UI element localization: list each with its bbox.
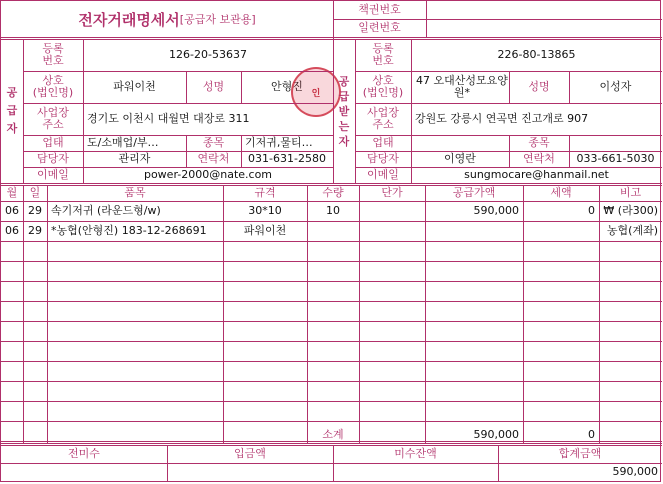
divider [355, 71, 662, 72]
items-cell: 0 [588, 204, 595, 217]
items-cell: 속기저귀 (라운드형/w) [51, 204, 161, 217]
divider [1, 361, 662, 362]
divider [1, 421, 662, 422]
items-cell: 590,000 [473, 204, 519, 217]
book-no-value [426, 1, 662, 19]
buyer-reg-no: 226-80-13865 [497, 48, 576, 61]
supplier-biz-item-label: 종목 [202, 136, 225, 149]
divider [333, 39, 334, 183]
divider [83, 39, 84, 183]
buyer-side-char: 자 [338, 134, 350, 148]
buyer-biz-item [569, 135, 662, 151]
supplier-email-label: 이메일 [37, 168, 69, 181]
supplier-side-char: 공 [6, 86, 18, 99]
divider [1, 241, 662, 242]
divider [355, 151, 662, 152]
divider [333, 1, 334, 39]
divider [1, 201, 662, 202]
divider [1, 301, 662, 302]
footer-prev-unpaid [1, 463, 167, 481]
subtotal-label: 소계 [322, 428, 344, 441]
buyer-side-char: 급 [338, 89, 350, 103]
supplier-name-label: 성명 [202, 80, 225, 93]
buyer-name: 이성자 [599, 80, 632, 93]
items-header-cell: 품목 [124, 186, 146, 199]
supplier-side-char: 급 [6, 104, 18, 117]
supplier-addr-label: 사업장 주소 [37, 106, 69, 131]
book-no-label: 책권번호 [358, 3, 401, 16]
items-header-cell: 일 [29, 186, 41, 199]
supplier-manager-label: 담당자 [37, 152, 69, 165]
buyer-company: 47 오대산성모요양원* [416, 74, 508, 99]
items-header-cell: 세액 [550, 186, 572, 199]
title-text: 전자거래명세서 [78, 10, 180, 29]
items-cell: 29 [28, 224, 42, 237]
divider [1, 183, 662, 184]
items-cell: 농협(계좌) [606, 224, 658, 237]
divider [23, 151, 333, 152]
supplier-side-label [1, 39, 23, 183]
divider [1, 463, 662, 464]
buyer-name-label: 성명 [528, 80, 550, 93]
divider [1, 381, 662, 382]
buyer-biz-type-label: 업태 [372, 136, 394, 149]
divider [23, 185, 24, 443]
items-header-cell: 규격 [254, 186, 276, 199]
buyer-side-char: 받 [338, 104, 350, 118]
divider [426, 1, 427, 37]
divider [355, 167, 662, 168]
divider [355, 103, 662, 104]
divider [23, 71, 333, 72]
serial-no-label: 일련번호 [358, 21, 401, 34]
buyer-contact: 033-661-5030 [576, 152, 655, 165]
divider [569, 71, 570, 103]
items-cell: 파워이천 [243, 224, 287, 237]
divider [498, 445, 499, 481]
buyer-contact-label: 연락처 [523, 152, 555, 165]
divider [411, 39, 412, 183]
supplier-biz-item: 기저귀,물티… [245, 136, 313, 149]
supplier-name: 안형진 [271, 80, 303, 93]
divider [333, 19, 662, 20]
buyer-address: 강원도 강릉시 연곡면 진고개로 907 [415, 112, 589, 125]
divider [1, 443, 662, 444]
items-cell: 30*10 [248, 204, 282, 217]
divider [1, 401, 662, 402]
items-header-cell: 공급가액 [452, 186, 496, 199]
subtotal-supply: 590,000 [473, 428, 519, 441]
supplier-side-char: 자 [6, 122, 18, 135]
buyer-reg-label: 등록 번호 [372, 42, 394, 67]
footer-total: 590,000 [612, 465, 658, 478]
buyer-side-label [333, 39, 355, 183]
buyer-biz-item-label: 종목 [528, 136, 550, 149]
buyer-company-label: 상호 (법인명) [362, 74, 404, 99]
divider [307, 185, 308, 443]
divider [1, 221, 662, 222]
supplier-biz-type: 도/소매업/부… [87, 136, 159, 149]
supplier-contact-label: 연락처 [197, 152, 230, 165]
divider [241, 71, 242, 103]
divider [1, 37, 662, 38]
divider [359, 185, 360, 443]
footer-deposit [167, 463, 333, 481]
divider [1, 321, 662, 322]
supplier-manager: 관리자 [118, 152, 151, 165]
divider [1, 441, 662, 442]
divider [47, 185, 48, 443]
divider [23, 135, 333, 136]
items-cell [307, 221, 359, 241]
supplier-company: 파워이천 [113, 80, 156, 93]
supplier-biz-type-label: 업태 [42, 136, 64, 149]
buyer-side-char: 는 [338, 119, 350, 133]
divider [523, 185, 524, 443]
divider [23, 103, 333, 104]
buyer-email-label: 이메일 [367, 168, 399, 181]
footer-balance [333, 463, 498, 481]
supplier-company-label: 상호 (법인명) [32, 74, 74, 99]
supplier-reg-label: 등록 번호 [42, 42, 64, 67]
items-header-cell: 단가 [381, 186, 403, 199]
items-cell: *농협(안형진) 183-12-268691 [51, 224, 207, 237]
divider [186, 71, 187, 103]
items-header-cell: 월 [6, 186, 18, 199]
items-cell: 29 [28, 204, 42, 217]
divider [599, 185, 600, 443]
divider [333, 445, 334, 481]
page-title [1, 1, 333, 37]
divider [355, 135, 662, 136]
serial-no-value [426, 19, 662, 37]
items-header-cell: 수량 [322, 186, 344, 199]
buyer-email: sungmocare@hanmail.net [464, 168, 609, 181]
title-subtitle: [공급자 보관용] [179, 13, 256, 26]
items-cell: 10 [326, 204, 340, 217]
divider [509, 71, 510, 103]
buyer-biz-type [411, 135, 509, 151]
divider [23, 39, 24, 183]
items-header-cell: 비고 [619, 186, 642, 199]
divider [1, 341, 662, 342]
supplier-email: power-2000@nate.com [143, 168, 273, 181]
buyer-manager: 이영란 [444, 152, 476, 165]
supplier-reg-no: 126-20-53637 [169, 48, 247, 61]
divider [1, 261, 662, 262]
seal-text: 인 [311, 88, 321, 99]
items-cell: 06 [5, 204, 19, 217]
footer-deposit-label: 입금액 [234, 447, 266, 460]
footer-prev-unpaid-label: 전미수 [68, 447, 100, 460]
supplier-address: 경기도 이천시 대월면 대장로 311 [87, 112, 250, 125]
buyer-manager-label: 담당자 [367, 152, 399, 165]
divider [1, 281, 662, 282]
items-cell [523, 221, 599, 241]
subtotal-tax: 0 [588, 428, 595, 441]
divider [425, 185, 426, 443]
divider [1, 39, 662, 40]
items-cell [359, 221, 425, 241]
divider [355, 39, 356, 183]
divider [1, 445, 662, 446]
items-cell: ₩ (라300) [603, 204, 658, 217]
divider [223, 185, 224, 443]
divider [23, 167, 333, 168]
items-cell: 06 [5, 224, 19, 237]
buyer-addr-label: 사업장 주소 [367, 106, 399, 131]
supplier-contact: 031-631-2580 [248, 152, 326, 165]
items-cell [359, 201, 425, 221]
items-cell [425, 221, 523, 241]
divider [167, 445, 168, 481]
footer-balance-label: 미수잔액 [394, 447, 437, 460]
footer-total-label: 합계금액 [558, 447, 602, 460]
buyer-side-char: 공 [338, 74, 350, 88]
